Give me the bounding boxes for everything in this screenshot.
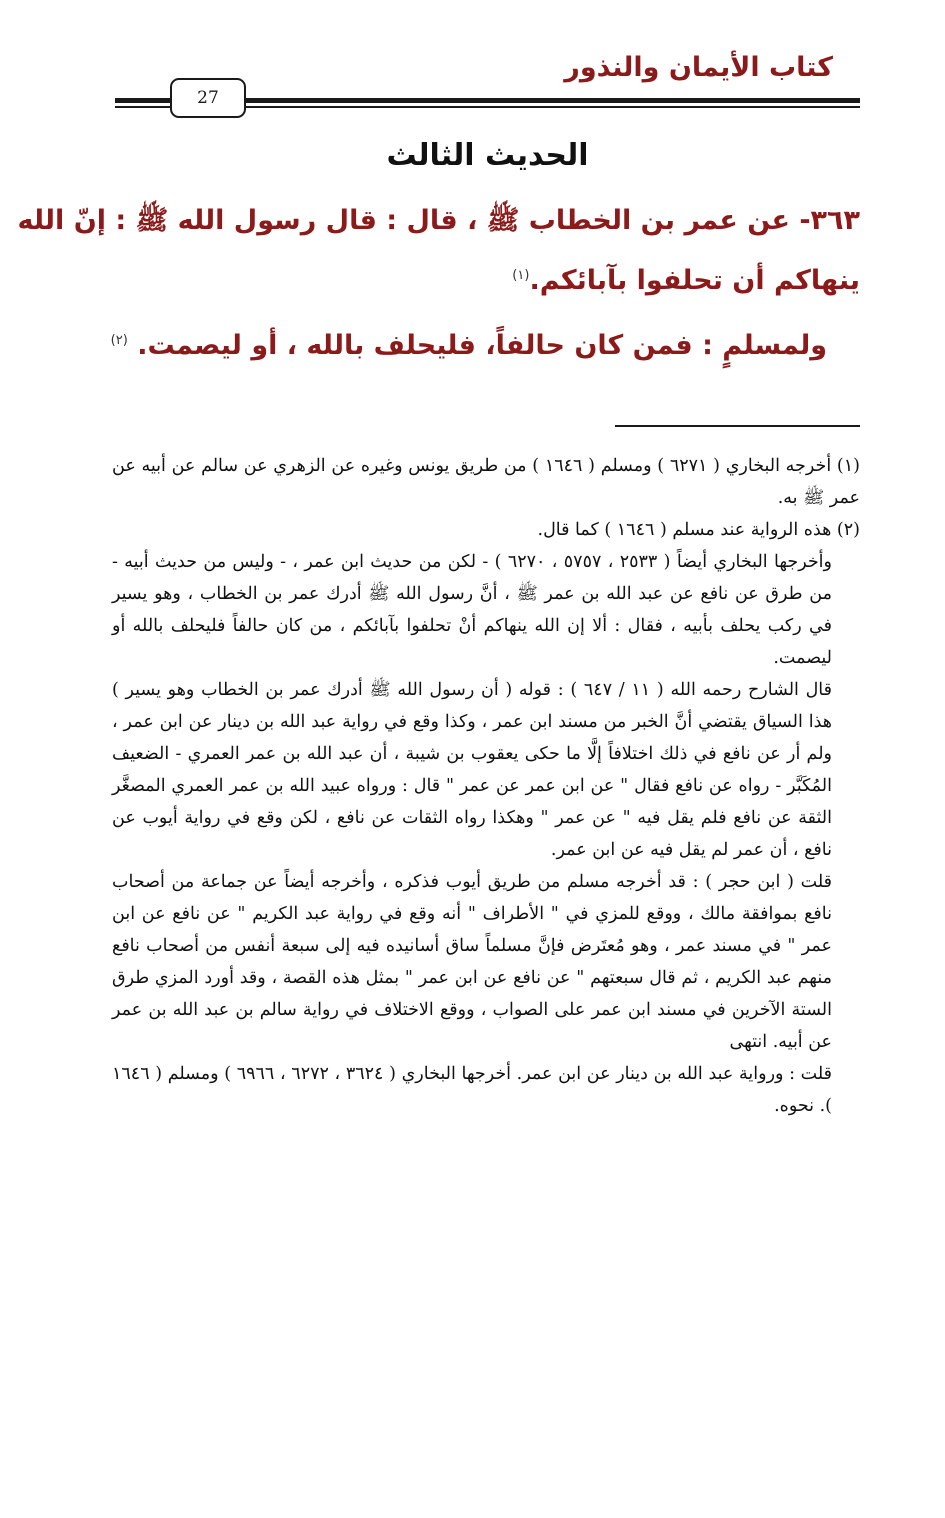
hadith-text-1: ٣٦٣- عن عمر بن الخطاب ﷺ ، قال : قال رسول الله ﷺ : إنّ الله [17,205,860,236]
hadith-text-3: ولمسلمٍ : فمن كان حالفاً، فليحلف بالله ، أو ليصمت. [137,330,827,361]
footnote-separator [615,425,860,427]
footnote-1: (١) أخرجه البخاري ( ٦٢٧١ ) ومسلم ( ١٦٤٦ ) من طريق يونس وغيره عن الزهري عن سالم عن أبيه عن عمر ﷺ به. [112,456,860,508]
page-number: 27 [197,88,219,108]
footnotes [112,450,860,1122]
footnote-2-para-1: وأخرجها البخاري أيضاً ( ٢٥٣٣ ، ٥٧٥٧ ، ٦٢٧٠ ) - لكن من حديث ابن عمر ، - وليس من حديث أبيه - من طرق عن نافع عن عبد الله بن عمر ﷺ ، أنَّ رسول الله ﷺ أدرك عمر بن الخطاب ، وهو يسير في ركب يحلف بأبيه ، فقال : ألا إن الله ينهاكم أنْ تحلفوا بآبائكم ، من كان حالفاً فليحلف بالله أو ليصمت. [112,552,832,668]
footnote-ref-2: (٢) [110,333,128,348]
page-number-badge [170,78,246,118]
footnote-2-para-4: قلت : ورواية عبد الله بن دينار عن ابن عمر. أخرجها البخاري ( ٣٦٢٤ ، ٦٢٧٢ ، ٦٩٦٦ ) ومسلم ( ١٦٤٦ ). نحوه. [112,1064,832,1116]
hadith-line-1 [18,203,861,243]
hadith-text-2: ينهاكم أن تحلفوا بآبائكم. [529,265,860,296]
footnote-2: (٢) هذه الرواية عند مسلم ( ١٦٤٦ ) كما قال. [537,520,860,540]
hadith-line-2 [512,265,860,296]
hadith-line-3 [111,330,827,361]
book-title: كتاب الأيمان والنذور [564,52,833,83]
footnote-2-para-3: قلت ( ابن حجر ) : قد أخرجه مسلم من طريق أيوب فذكره ، وأخرجه أيضاً عن جماعة من أصحاب نافع بموافقة مالك ، ووقع للمزي في " الأطراف " أنه وقع في رواية عبد الكريم " عن نافع عن ابن عمر " في مسند عمر ، وهو مُعتَرض فإنَّ مسلماً ساق أسانيده فيه إلى سبعة أنفس من أصحاب نافع منهم عبد الكريم ، ثم قال سبعتهم " عن نافع عن ابن عمر " بمثل هذه القصة ، وقد أورد المزي طرق الستة الآخرين في مسند ابن عمر على الصواب ، ووقع الاختلاف في رواية سالم بن عبد الله بن عمر عن أبيه. انتهى [112,872,832,1052]
footnote-ref-1: (١) [512,268,530,283]
section-heading: الحديث الثالث [386,138,589,173]
footnote-2-para-2: قال الشارح رحمه الله ( ١١ / ٦٤٧ ) : قوله ( أن رسول الله ﷺ أدرك عمر بن الخطاب وهو يسير ) هذا السياق يقتضي أنَّ الخبر من مسند ابن عمر ، وكذا وقع في رواية عبد الله بن دينار عن ابن عمر ، ولم أر عن نافع في ذلك اختلافاً إلَّا ما حكى يعقوب بن شيبة ، أن عبد الله بن عمر العمري - الضعيف المُكَبَّر - رواه عن نافع فقال " عن ابن عمر عن عمر " قال : ورواه عبيد الله بن عمر العمري المصغَّر الثقة عن نافع فلم يقل فيه " عن عمر " وهكذا رواه الثقات عن نافع ، لكن وقع في رواية أيوب عن نافع ، أن عمر لم يقل فيه عن ابن عمر. [112,680,833,860]
